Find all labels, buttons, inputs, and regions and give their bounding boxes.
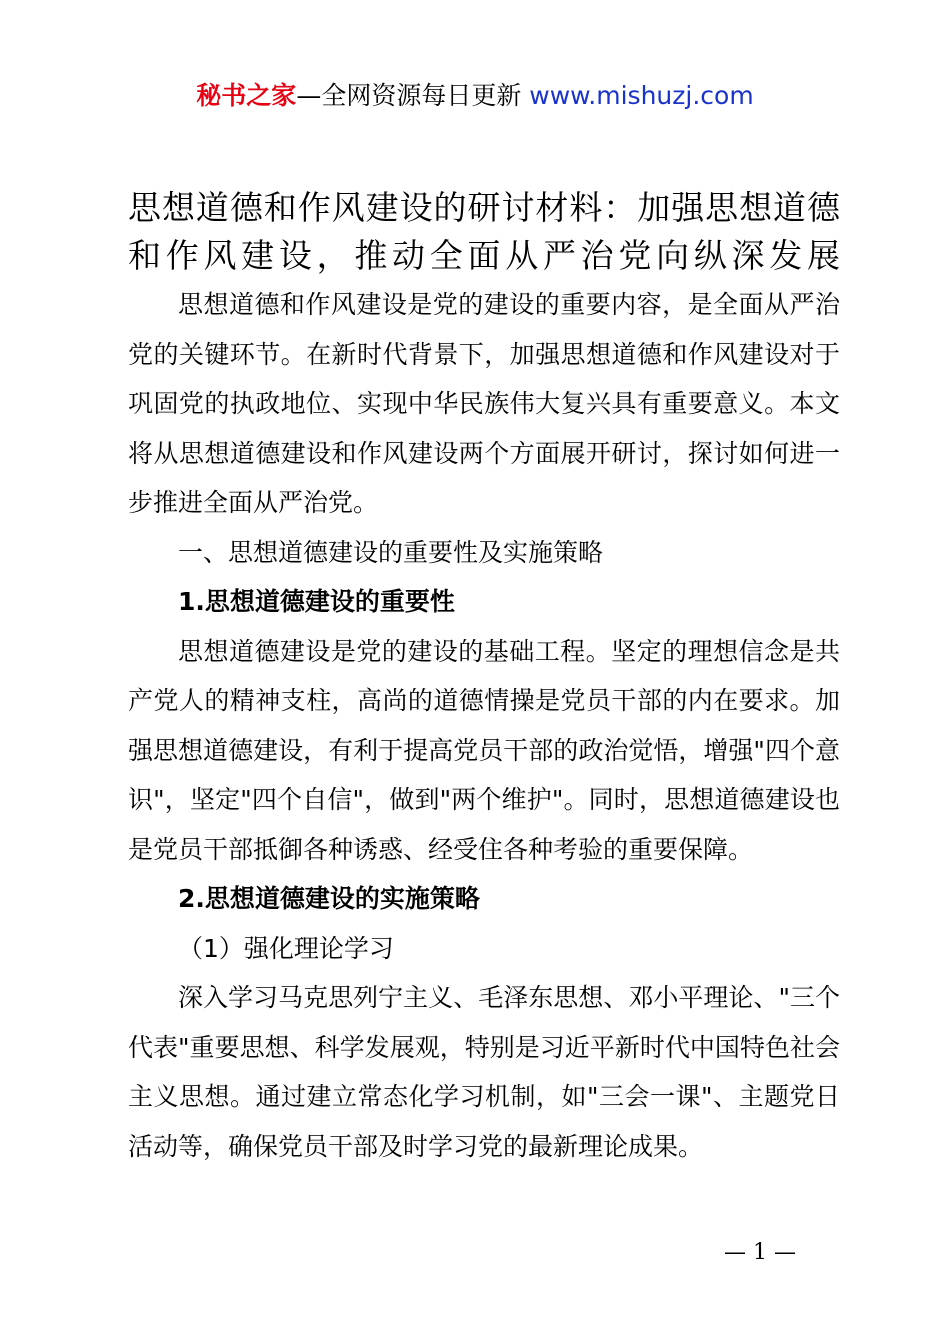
item-heading-1: （1）强化理论学习: [178, 933, 394, 963]
section-heading-1: 一、思想道德建设的重要性及实施策略: [178, 537, 604, 567]
site-url-link[interactable]: www.mishuzj.com: [529, 81, 754, 110]
subsection-heading-1: 1.思想道德建设的重要性: [178, 587, 455, 616]
site-tagline: —全网资源每日更新: [296, 81, 530, 110]
document-title: 思想道德和作风建设的研讨材料：加强思想道德和作风建设，推动全面从严治党向纵深发展: [128, 188, 840, 275]
document-body: [128, 280, 840, 1171]
site-brand-name: 秘书之家: [196, 81, 297, 110]
site-header-banner: [0, 76, 950, 116]
page-number: — 1 —: [724, 1240, 796, 1265]
body-paragraph-importance: 思想道德建设是党的建设的基础工程。坚定的理想信念是共产党人的精神支柱，高尚的道德情操是党员干部的内在要求。加强思想道德建设，有利于提高党员干部的政治觉悟，增强"四个意识"，坚定"四个自信"，做到"两个维护"。同时，思想道德建设也是党员干部抵御各种诱惑、经受住各种考验的重要保障。: [128, 636, 840, 864]
body-paragraph-theory-study: 深入学习马克思列宁主义、毛泽东思想、邓小平理论、"三个代表"重要思想、科学发展观，特别是习近平新时代中国特色社会主义思想。通过建立常态化学习机制，如"三会一课"、主题党日活动等，确保党员干部及时学习党的最新理论成果。: [128, 983, 840, 1161]
subsection-heading-2: 2.思想道德建设的实施策略: [178, 884, 480, 913]
intro-paragraph: 思想道德和作风建设是党的建设的重要内容，是全面从严治党的关键环节。在新时代背景下，加强思想道德和作风建设对于巩固党的执政地位、实现中华民族伟大复兴具有重要意义。本文将从思想道德建设和作风建设两个方面展开研讨，探讨如何进一步推进全面从严治党。: [128, 290, 840, 517]
